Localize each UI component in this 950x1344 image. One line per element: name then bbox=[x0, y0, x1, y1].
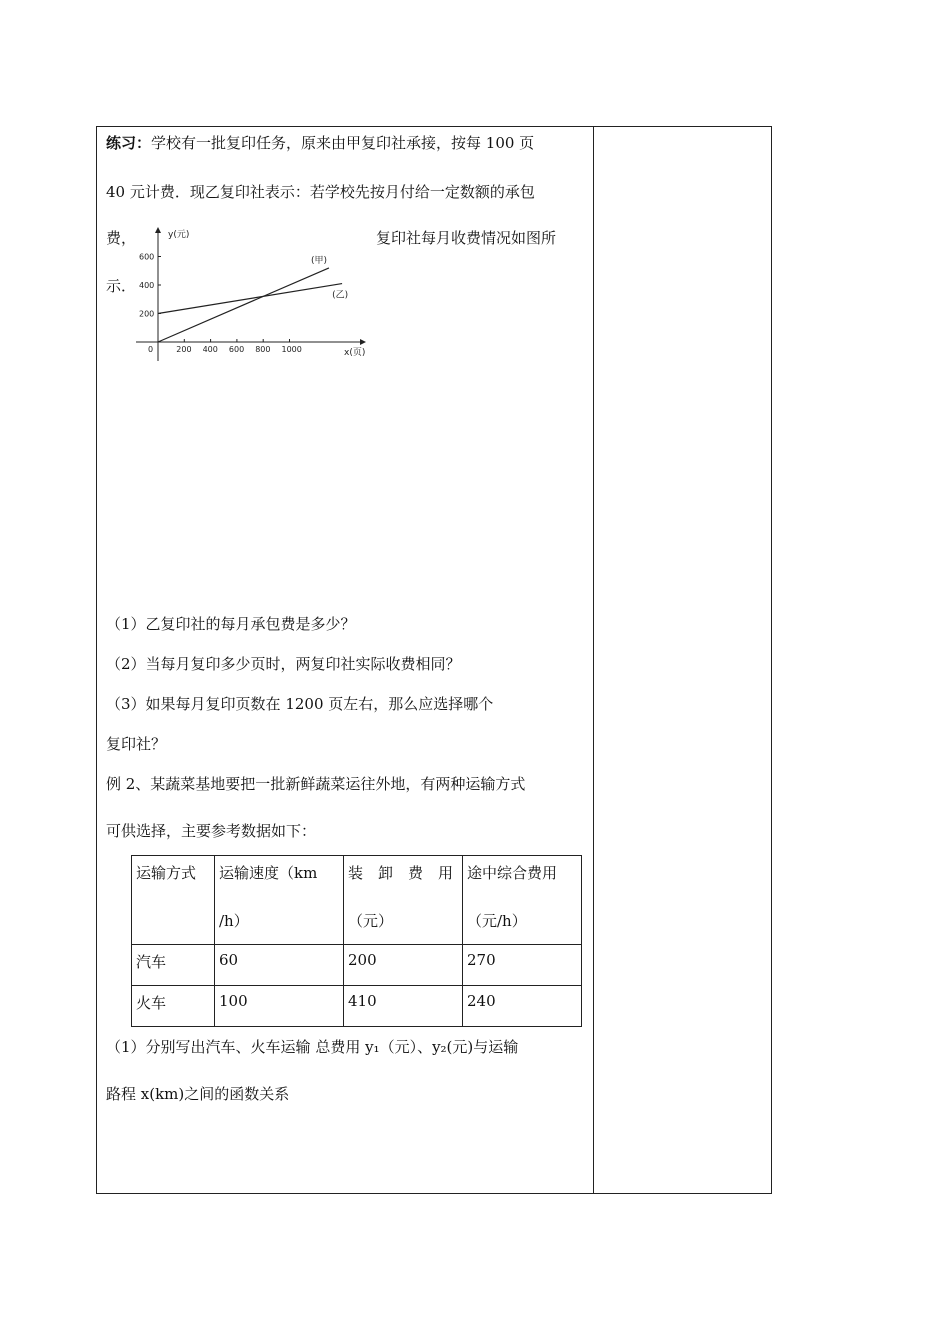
table-cell bbox=[463, 986, 582, 1027]
header-unit: （元） bbox=[348, 912, 394, 930]
header-text: 装 卸 费 用 bbox=[348, 864, 454, 882]
cell-text: 60 bbox=[219, 951, 239, 969]
table-cell bbox=[215, 986, 344, 1027]
x-axis-arrow bbox=[360, 339, 366, 345]
series-label-2: (乙) bbox=[332, 290, 349, 301]
question-1: （1）乙复印社的每月承包费是多少？ bbox=[106, 615, 356, 633]
exercise-heading: 练习： bbox=[106, 134, 152, 152]
header-text: 运输速度（km bbox=[219, 864, 318, 882]
cell-text: 240 bbox=[467, 992, 496, 1010]
table-row bbox=[132, 986, 582, 1027]
column-divider bbox=[593, 126, 594, 1194]
table-cell bbox=[215, 945, 344, 986]
question-3-line-2: 复印社？ bbox=[106, 735, 167, 753]
x-tick-label: 1000 bbox=[281, 345, 302, 354]
exercise-line-1 bbox=[106, 134, 534, 152]
series-line-1 bbox=[158, 268, 329, 342]
table-cell bbox=[132, 986, 215, 1027]
cell-text: 汽车 bbox=[136, 953, 167, 971]
exercise-line-3-left: 费， bbox=[106, 229, 137, 247]
followup-line-2: 路程 x(km)之间的函数关系 bbox=[106, 1085, 290, 1103]
x-tick-label: 400 bbox=[202, 345, 218, 354]
header-cell-loading bbox=[344, 856, 463, 945]
followup-line-1: （1）分别写出汽车、火车运输 总费用 y₁（元）、y₂(元)与运输 bbox=[106, 1038, 519, 1056]
header-unit: /h） bbox=[219, 912, 249, 930]
y-axis-label: y(元) bbox=[168, 230, 190, 240]
x-tick-label: 600 bbox=[228, 345, 245, 354]
table-cell bbox=[344, 945, 463, 986]
copy-cost-chart bbox=[130, 225, 380, 365]
table-cell bbox=[463, 945, 582, 986]
example-line-1: 例 2、某蔬菜基地要把一批新鲜蔬菜运往外地，有两种运输方式 bbox=[106, 775, 526, 793]
exercise-line-3-right: 复印社每月收费情况如图所 bbox=[376, 229, 557, 247]
table-cell bbox=[344, 986, 463, 1027]
cell-text: 200 bbox=[348, 951, 377, 969]
cell-text: 火车 bbox=[136, 994, 167, 1012]
x-tick-label: 0 bbox=[148, 345, 154, 354]
y-tick-label: 200 bbox=[139, 309, 155, 319]
exercise-text-1: 学校有一批复印任务，原来由甲复印社承接，按每 100 页 bbox=[151, 134, 535, 152]
series-label-1: (甲) bbox=[310, 255, 327, 266]
transport-table bbox=[131, 855, 582, 1027]
header-unit: （元/h） bbox=[467, 912, 527, 930]
example-line-2: 可供选择，主要参考数据如下： bbox=[106, 822, 317, 840]
series-line-2 bbox=[158, 284, 342, 314]
table-row bbox=[132, 945, 582, 986]
question-3-line-1: （3）如果每月复印页数在 1200 页左右，那么应选择哪个 bbox=[106, 695, 494, 713]
cell-text: 410 bbox=[348, 992, 377, 1010]
table-header-row bbox=[132, 856, 582, 945]
x-tick-label: 200 bbox=[176, 345, 192, 354]
cell-text: 270 bbox=[467, 951, 496, 969]
y-tick-label: 400 bbox=[139, 281, 155, 290]
question-2: （2）当每月复印多少页时，两复印社实际收费相同？ bbox=[106, 655, 461, 673]
header-cell-mode bbox=[132, 856, 215, 945]
header-text: 运输方式 bbox=[136, 864, 197, 882]
cell-text: 100 bbox=[219, 992, 248, 1010]
header-text: 途中综合费用 bbox=[467, 864, 558, 882]
x-axis-label: x(页) bbox=[344, 348, 366, 358]
exercise-line-4: 示． bbox=[106, 277, 137, 295]
y-axis-arrow bbox=[155, 227, 161, 233]
x-tick-label: 800 bbox=[255, 345, 271, 354]
header-cell-speed bbox=[215, 856, 344, 945]
exercise-line-2: 40 元计费．现乙复印社表示：若学校先按月付给一定数额的承包 bbox=[106, 183, 535, 201]
header-cell-transit bbox=[463, 856, 582, 945]
y-tick-label: 600 bbox=[139, 252, 155, 262]
table-cell bbox=[132, 945, 215, 986]
